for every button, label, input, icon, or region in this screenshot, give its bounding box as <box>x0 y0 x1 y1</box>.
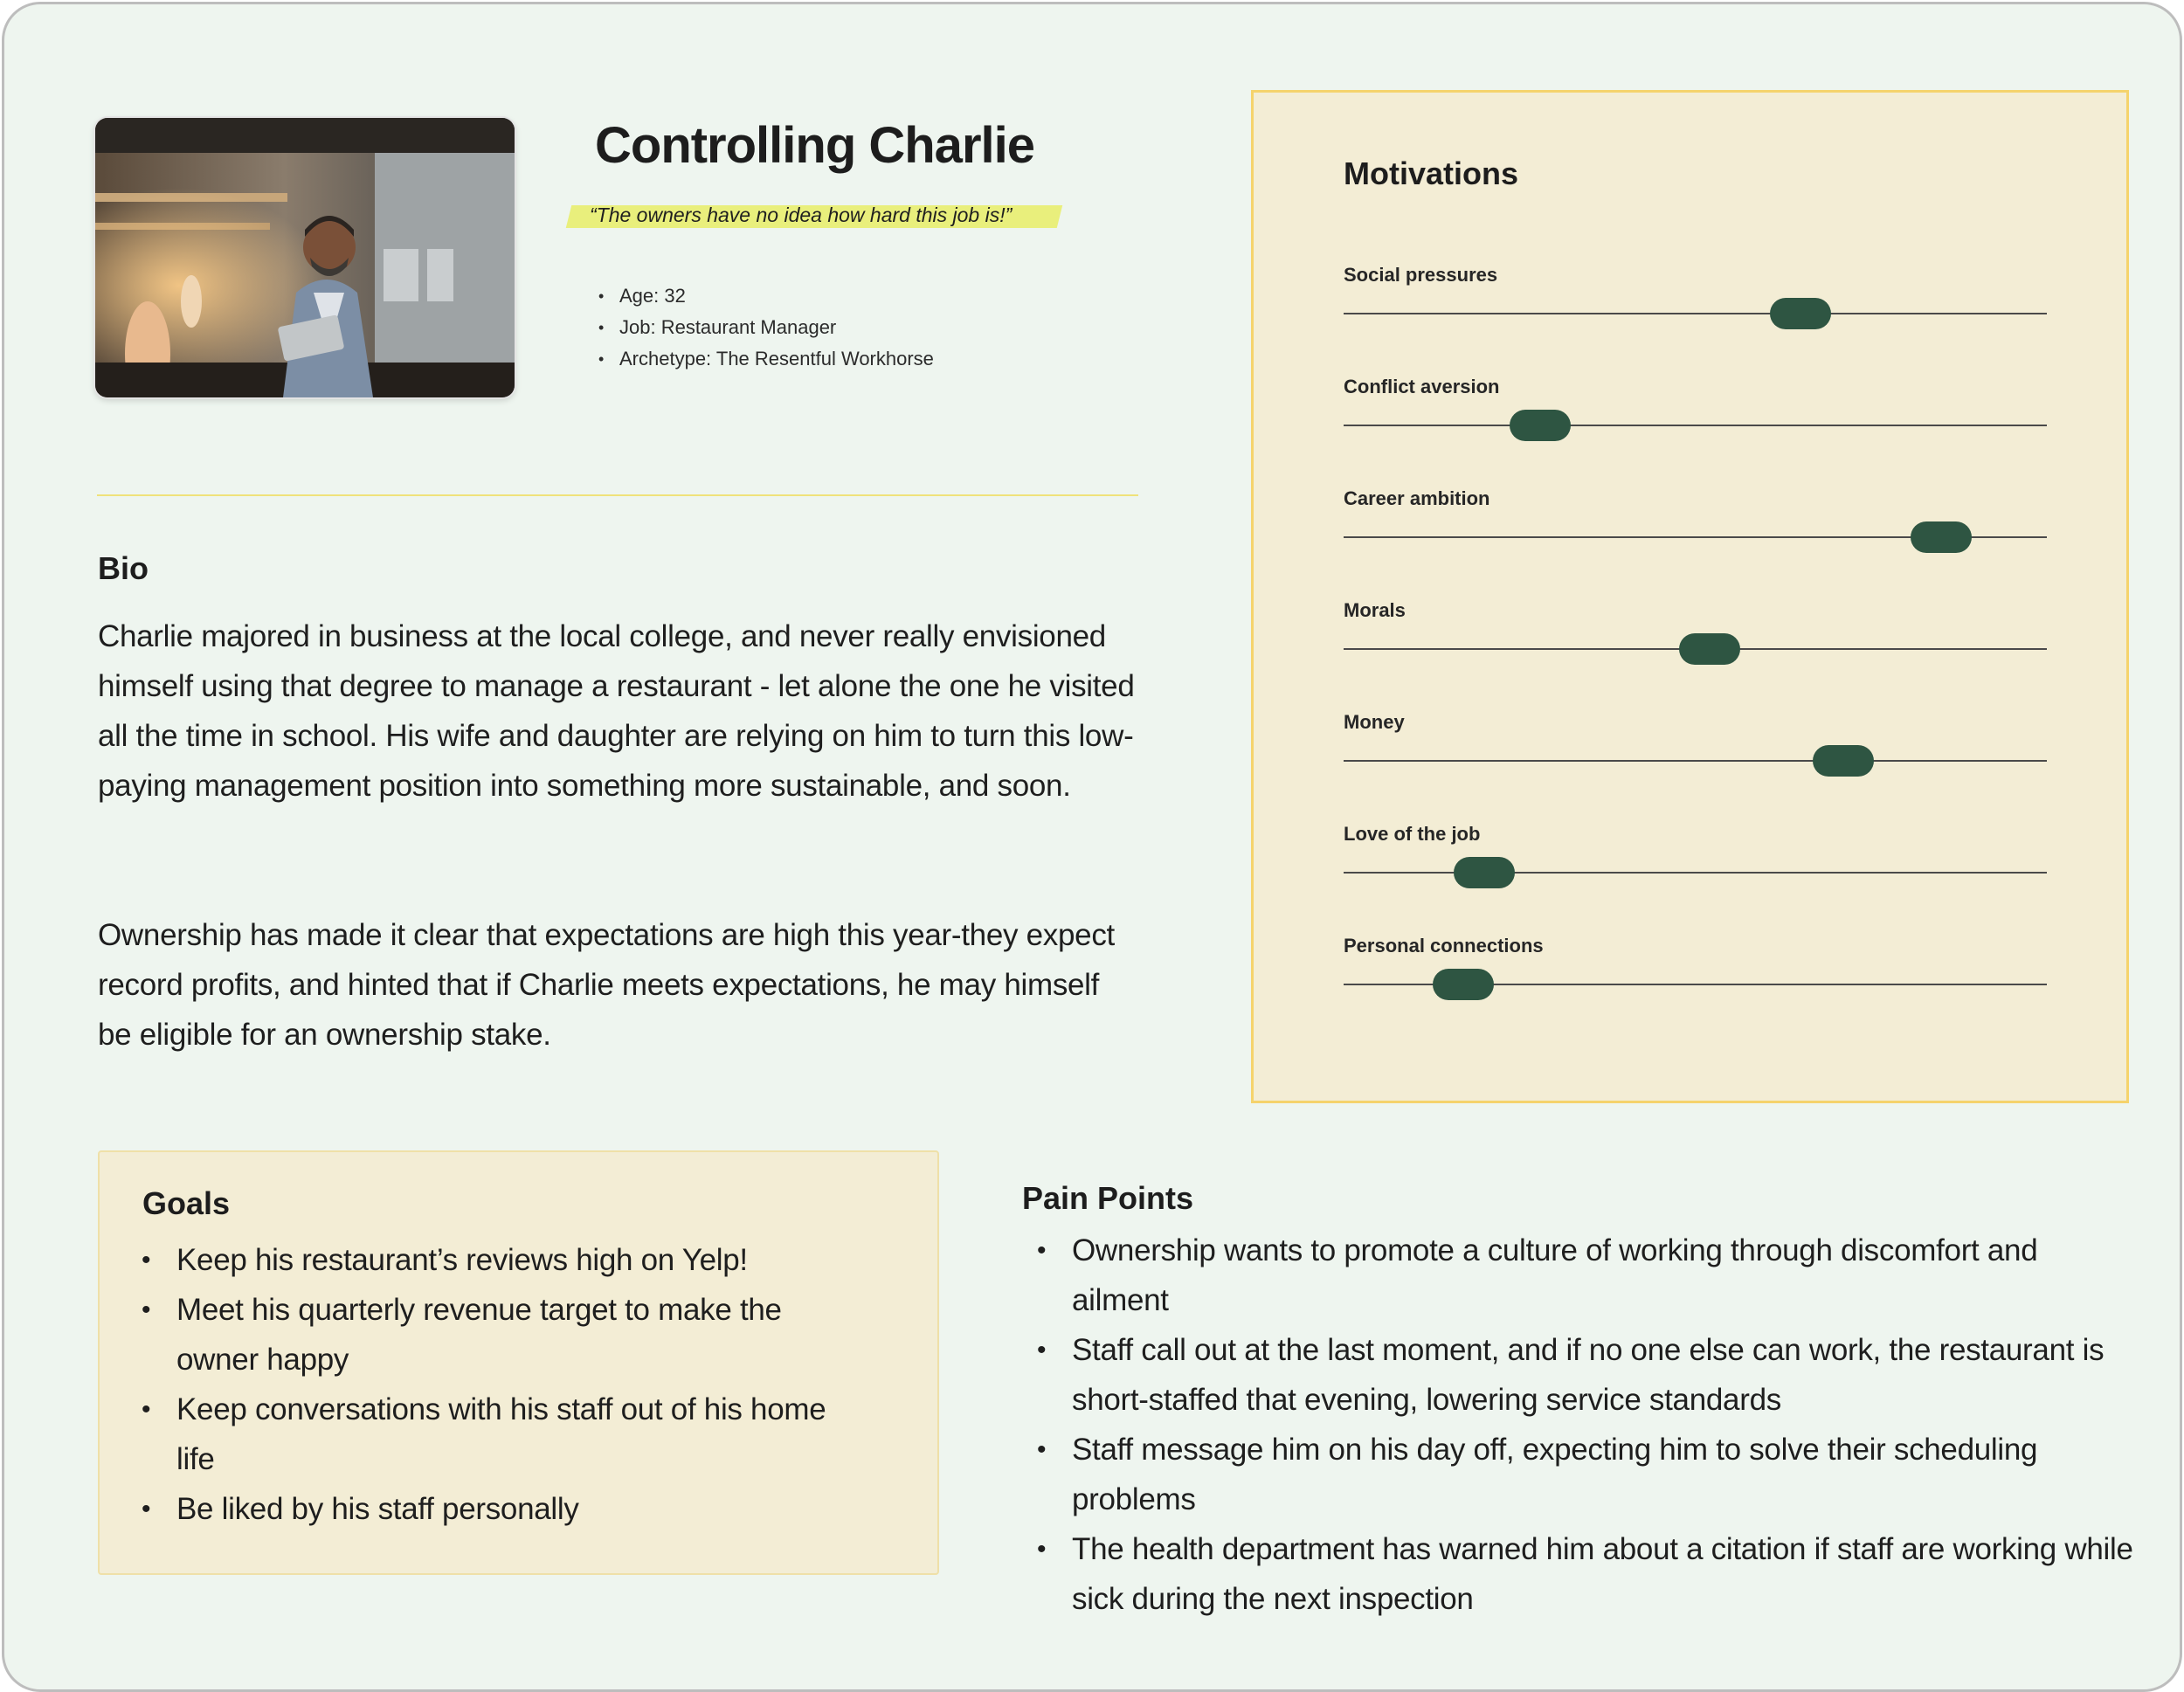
goals-panel <box>98 1150 939 1575</box>
persona-quote: “The owners have no idea how hard this job is!” <box>590 204 1013 226</box>
goal-item: • Be liked by his staff personally <box>126 1484 868 1534</box>
slider-track <box>1344 425 2047 426</box>
slider-label: Career ambition <box>1344 487 1490 509</box>
goal-item: • Meet his quarterly revenue target to make the owner happy <box>126 1285 868 1385</box>
slider-track <box>1344 872 2047 874</box>
persona-photo <box>95 118 515 397</box>
bio-paragraph: Ownership has made it clear that expectations are high this year-they expect record profits, and hinted that if Charlie meets expectations, he may himself be eligible for an ownership stake. <box>98 918 1115 1052</box>
slider-label: Money <box>1344 711 1405 733</box>
slider-track <box>1344 313 2047 314</box>
detail-job: • Job: Restaurant Manager <box>598 312 934 343</box>
pain-points-list <box>1021 1226 2139 1624</box>
bio-heading: Bio <box>98 550 149 586</box>
slider-label: Morals <box>1344 599 1406 621</box>
pain-point-item: • The health department has warned him about a citation if staff are working while sick during the next inspection <box>1021 1524 2139 1624</box>
slider-thumb[interactable] <box>1911 521 1972 553</box>
slider-label: Conflict aversion <box>1344 376 1500 397</box>
slider-thumb[interactable] <box>1770 298 1831 329</box>
slider-thumb[interactable] <box>1813 745 1874 777</box>
motivation-slider <box>1344 599 2047 669</box>
slider-thumb[interactable] <box>1433 969 1494 1000</box>
goals-heading: Goals <box>142 1185 231 1221</box>
detail-age: • Age: 32 <box>598 280 934 312</box>
detail-archetype: • Archetype: The Resentful Workhorse <box>598 343 934 375</box>
persona-card <box>2 2 2182 1692</box>
slider-thumb[interactable] <box>1454 857 1515 888</box>
motivation-slider <box>1344 487 2047 557</box>
slider-track <box>1344 760 2047 762</box>
pain-points-heading: Pain Points <box>1022 1180 1194 1216</box>
persona-details <box>598 280 934 375</box>
goals-list <box>126 1235 868 1534</box>
bio-paragraph: Charlie majored in business at the local college, and never really envisioned himself using that degree to manage a restaurant - let alone the one he visited all the time in school. His wife and daughter are relying on him to turn this low-paying management position into something more sustainable, and soon. <box>98 619 1135 803</box>
slider-thumb[interactable] <box>1679 633 1740 665</box>
motivations-heading: Motivations <box>1344 155 1519 191</box>
section-divider <box>97 494 1138 496</box>
slider-thumb[interactable] <box>1510 410 1571 441</box>
pain-point-item: • Ownership wants to promote a culture of working through discomfort and ailment <box>1021 1226 2139 1325</box>
motivation-slider <box>1344 376 2047 445</box>
goal-item: • Keep his restaurant’s reviews high on Yelp! <box>126 1235 868 1285</box>
motivation-slider <box>1344 935 2047 1005</box>
slider-label: Personal connections <box>1344 935 1544 956</box>
slider-label: Social pressures <box>1344 264 1498 286</box>
pain-point-item: • Staff message him on his day off, expecting him to solve their scheduling problems <box>1021 1425 2139 1524</box>
persona-name: Controlling Charlie <box>595 117 1034 174</box>
goal-item: • Keep conversations with his staff out of his home life <box>126 1385 868 1484</box>
motivation-slider <box>1344 711 2047 781</box>
motivation-slider <box>1344 823 2047 893</box>
motivations-panel <box>1251 90 2129 1103</box>
motivation-slider <box>1344 264 2047 334</box>
slider-label: Love of the job <box>1344 823 1481 845</box>
pain-point-item: • Staff call out at the last moment, and if no one else can work, the restaurant is short-staffed that evening, lowering service standards <box>1021 1325 2139 1425</box>
